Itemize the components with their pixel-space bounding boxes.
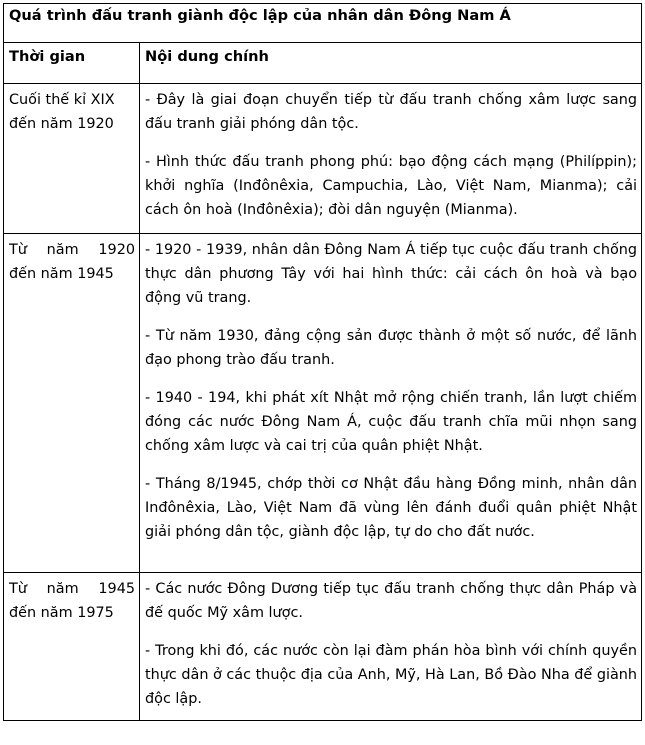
time-cell bbox=[4, 84, 140, 234]
history-table bbox=[3, 3, 642, 721]
time-cell bbox=[4, 573, 140, 721]
time-line: đến năm 1975 bbox=[9, 605, 114, 621]
time-line: đến năm 1945 bbox=[9, 266, 114, 282]
time-line: đến năm 1920 bbox=[9, 116, 114, 132]
content-cell bbox=[140, 234, 642, 573]
time-cell bbox=[4, 234, 140, 573]
content-point: - Từ năm 1930, đảng cộng sản được thành ở một số nước, để lãnh đạo phong trào đấu tranh. bbox=[145, 328, 638, 368]
content-point: - Hình thức đấu tranh phong phú: bạo động cách mạng (Philíppin); khởi nghĩa (Inđônêxia, Campuchia, Lào, Việt Nam, Mianma); cải cách ôn hoà (Inđônêxia); đòi dân nguyện (Mianma). bbox=[145, 154, 638, 218]
table-row bbox=[4, 573, 642, 721]
table-row bbox=[4, 84, 642, 234]
content-point: - 1940 - 194, khi phát xít Nhật mở rộng chiến tranh, lần lượt chiếm đóng các nước Đông Nam Á, cuộc đấu tranh chĩa mũi nhọn sang chống xâm lược và cai trị của quân phiệt Nhật. bbox=[145, 390, 638, 454]
content-point: - 1920 - 1939, nhân dân Đông Nam Á tiếp tục cuộc đấu tranh chống thực dân phương Tây với hai hình thức: cải cách ôn hoà và bạo động vũ trang. bbox=[145, 242, 638, 306]
time-line: Từ năm 1945 bbox=[9, 581, 135, 597]
header-row bbox=[4, 43, 642, 84]
table-row bbox=[4, 234, 642, 573]
title-row bbox=[4, 4, 642, 43]
content-point: - Đây là giai đoạn chuyển tiếp từ đấu tranh chống xâm lược sang đấu tranh giải phóng dân tộc. bbox=[145, 92, 638, 132]
time-line: Từ năm 1920 bbox=[9, 242, 135, 258]
table-title: Quá trình đấu tranh giành độc lập của nhân dân Đông Nam Á bbox=[4, 4, 642, 43]
content-point: - Các nước Đông Dương tiếp tục đấu tranh chống thực dân Pháp và đế quốc Mỹ xâm lược. bbox=[145, 581, 638, 621]
content-cell bbox=[140, 84, 642, 234]
content-cell bbox=[140, 573, 642, 721]
header-time: Thời gian bbox=[4, 43, 140, 84]
content-point: - Trong khi đó, các nước còn lại đàm phán hòa bình với chính quyền thực dân ở các thuộc địa của Anh, Mỹ, Hà Lan, Bồ Đào Nha để giành độc lập. bbox=[145, 643, 638, 707]
content-point: - Tháng 8/1945, chớp thời cơ Nhật đầu hàng Đồng minh, nhân dân Inđônêxia, Lào, Việt Nam đã vùng lên đánh đuổi quân phiệt Nhật giải phóng dân tộc, giành độc lập, tự do cho đất nước. bbox=[145, 476, 638, 540]
time-line: Cuối thế kỉ XIX bbox=[9, 92, 115, 108]
header-content: Nội dung chính bbox=[140, 43, 642, 84]
